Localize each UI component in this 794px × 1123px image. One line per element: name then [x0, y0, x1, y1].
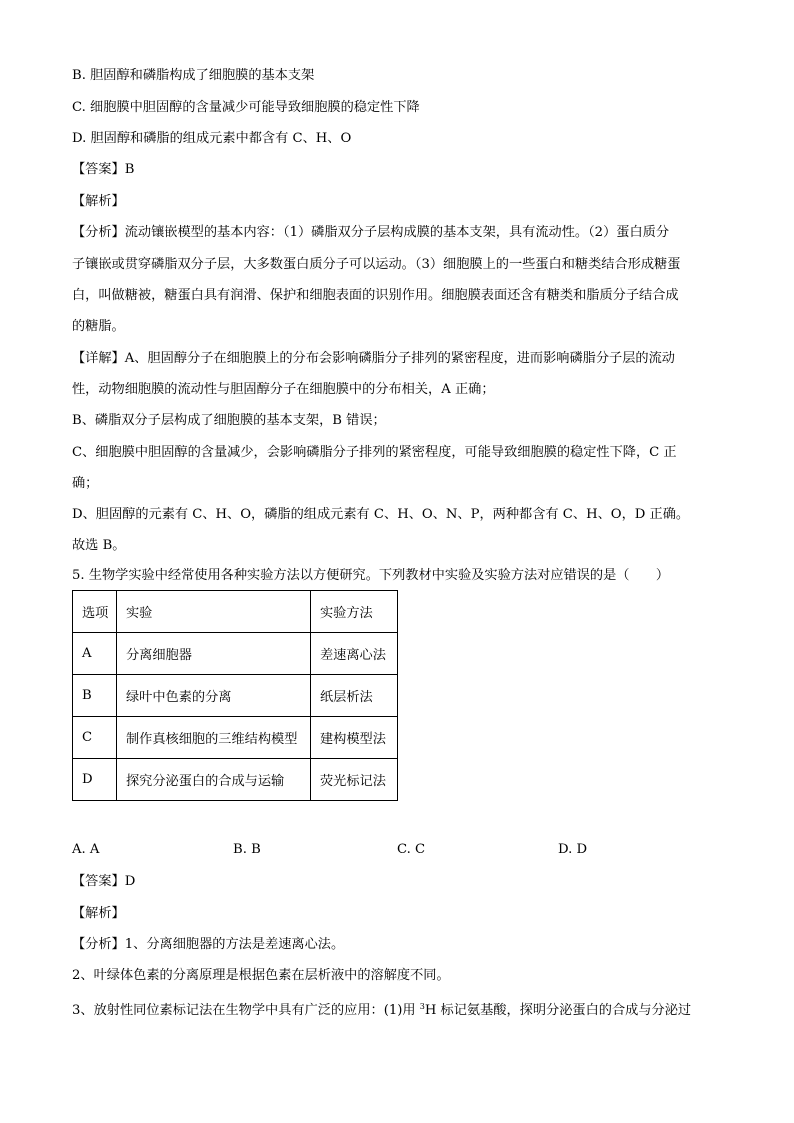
header-option: 选项: [73, 591, 117, 633]
q5-point-1-line: [72, 935, 344, 955]
q5-answer-value: D: [124, 874, 136, 889]
row-method: 荧光标记法: [311, 759, 398, 801]
answer-tag: 【答案】: [72, 162, 125, 177]
row-method: 纸层析法: [311, 675, 398, 717]
option-b: B. 胆固醇和磷脂构成了细胞膜的基本支架: [72, 68, 315, 83]
table-header-row: [73, 591, 398, 633]
row-option: A: [73, 633, 117, 675]
table-row: [73, 759, 398, 801]
q5-point-3-post: H 标记氨基酸，探明分泌蛋白的合成与分泌过: [424, 1003, 692, 1018]
xiangjie-a-line-2: 性，动物细胞膜的流动性与胆固醇分子在细胞膜中的分布相关，A 正确；: [72, 382, 495, 397]
q5-fenxi-tag: 【分析】: [72, 937, 125, 952]
fenxi-tag: 【分析】: [72, 225, 125, 240]
answer-line: [72, 160, 134, 180]
answer-value: B: [124, 162, 135, 177]
question-5-stem: 5. 生物学实验中经常使用各种实验方法以方便研究。下列教材中实验及实验方法对应错误的是（ ）: [72, 568, 670, 583]
xiangjie-c-line-2: 确；: [72, 476, 99, 491]
xiangjie-c-line-1: C、细胞膜中胆固醇的含量减少，会影响磷脂分子排列的紧密程度，可能导致细胞膜的稳定性下降，C 正: [72, 445, 677, 460]
xiangjie-block: [72, 349, 675, 369]
q5-answer-line: [72, 872, 135, 892]
row-method: 差速离心法: [311, 633, 398, 675]
xiangjie-a-line-1: A、胆固醇分子在细胞膜上的分布会影响磷脂分子排列的紧密程度，进而影响磷脂分子层的流动: [124, 351, 675, 366]
conclusion: 故选 B。: [72, 538, 126, 553]
xiangjie-d: D、胆固醇的元素有 C、H、O，磷脂的组成元素有 C、H、O、N、P，两种都含有 C、H、O，D 正确。: [72, 507, 690, 522]
q5-analysis-heading: 【解析】: [72, 906, 125, 921]
q5-point-1: 1、分离细胞器的方法是差速离心法。: [124, 937, 345, 952]
row-experiment: 分离细胞器: [117, 633, 311, 675]
table-row: [73, 717, 398, 759]
choice-b: B. B: [233, 842, 261, 857]
fenxi-line-1: 流动镶嵌模型的基本内容：（1）磷脂双分子层构成膜的基本支架，具有流动性。（2）蛋白质分: [124, 225, 670, 240]
row-option: D: [73, 759, 117, 801]
table-row: [73, 633, 398, 675]
experiment-table: [72, 590, 398, 801]
header-method: 实验方法: [311, 591, 398, 633]
isotope-superscript: 3: [419, 1002, 425, 1011]
fenxi-line-3: 白，叫做糖被，糖蛋白具有润滑、保护和细胞表面的识别作用。细胞膜表面还含有糖类和脂质分子结合成: [72, 288, 679, 303]
analysis-heading: 【解析】: [72, 194, 125, 209]
row-method: 建构模型法: [311, 717, 398, 759]
row-option: B: [73, 675, 117, 717]
xiangjie-tag: 【详解】: [72, 351, 125, 366]
xiangjie-b: B、磷脂双分子层构成了细胞膜的基本支架，B 错误；: [72, 413, 386, 428]
option-d: D. 胆固醇和磷脂的组成元素中都含有 C、H、O: [72, 131, 352, 146]
q5-point-3: [72, 997, 691, 1021]
choice-c: C. C: [397, 842, 426, 857]
header-experiment: 实验: [117, 591, 311, 633]
q5-point-3-pre: 3、放射性同位素标记法在生物学中具有广泛的应用：(1)用: [72, 1003, 420, 1018]
row-experiment: 制作真核细胞的三维结构模型: [117, 717, 311, 759]
q5-answer-tag: 【答案】: [72, 874, 125, 889]
fenxi-line-2: 子镶嵌或贯穿磷脂双分子层，大多数蛋白质分子可以运动。（3）细胞膜上的一些蛋白和糖类结合形成糖蛋: [72, 257, 681, 272]
fenxi-block: [72, 223, 669, 243]
fenxi-line-4: 的糖脂。: [72, 319, 125, 334]
choice-d: D. D: [558, 842, 588, 857]
choice-a: A. A: [72, 842, 100, 857]
option-c: C. 细胞膜中胆固醇的含量减少可能导致细胞膜的稳定性下降: [72, 100, 420, 115]
row-experiment: 绿叶中色素的分离: [117, 675, 311, 717]
row-option: C: [73, 717, 117, 759]
table-row: [73, 675, 398, 717]
q5-point-2: 2、叶绿体色素的分离原理是根据色素在层析液中的溶解度不同。: [72, 968, 450, 983]
row-experiment: 探究分泌蛋白的合成与运输: [117, 759, 311, 801]
